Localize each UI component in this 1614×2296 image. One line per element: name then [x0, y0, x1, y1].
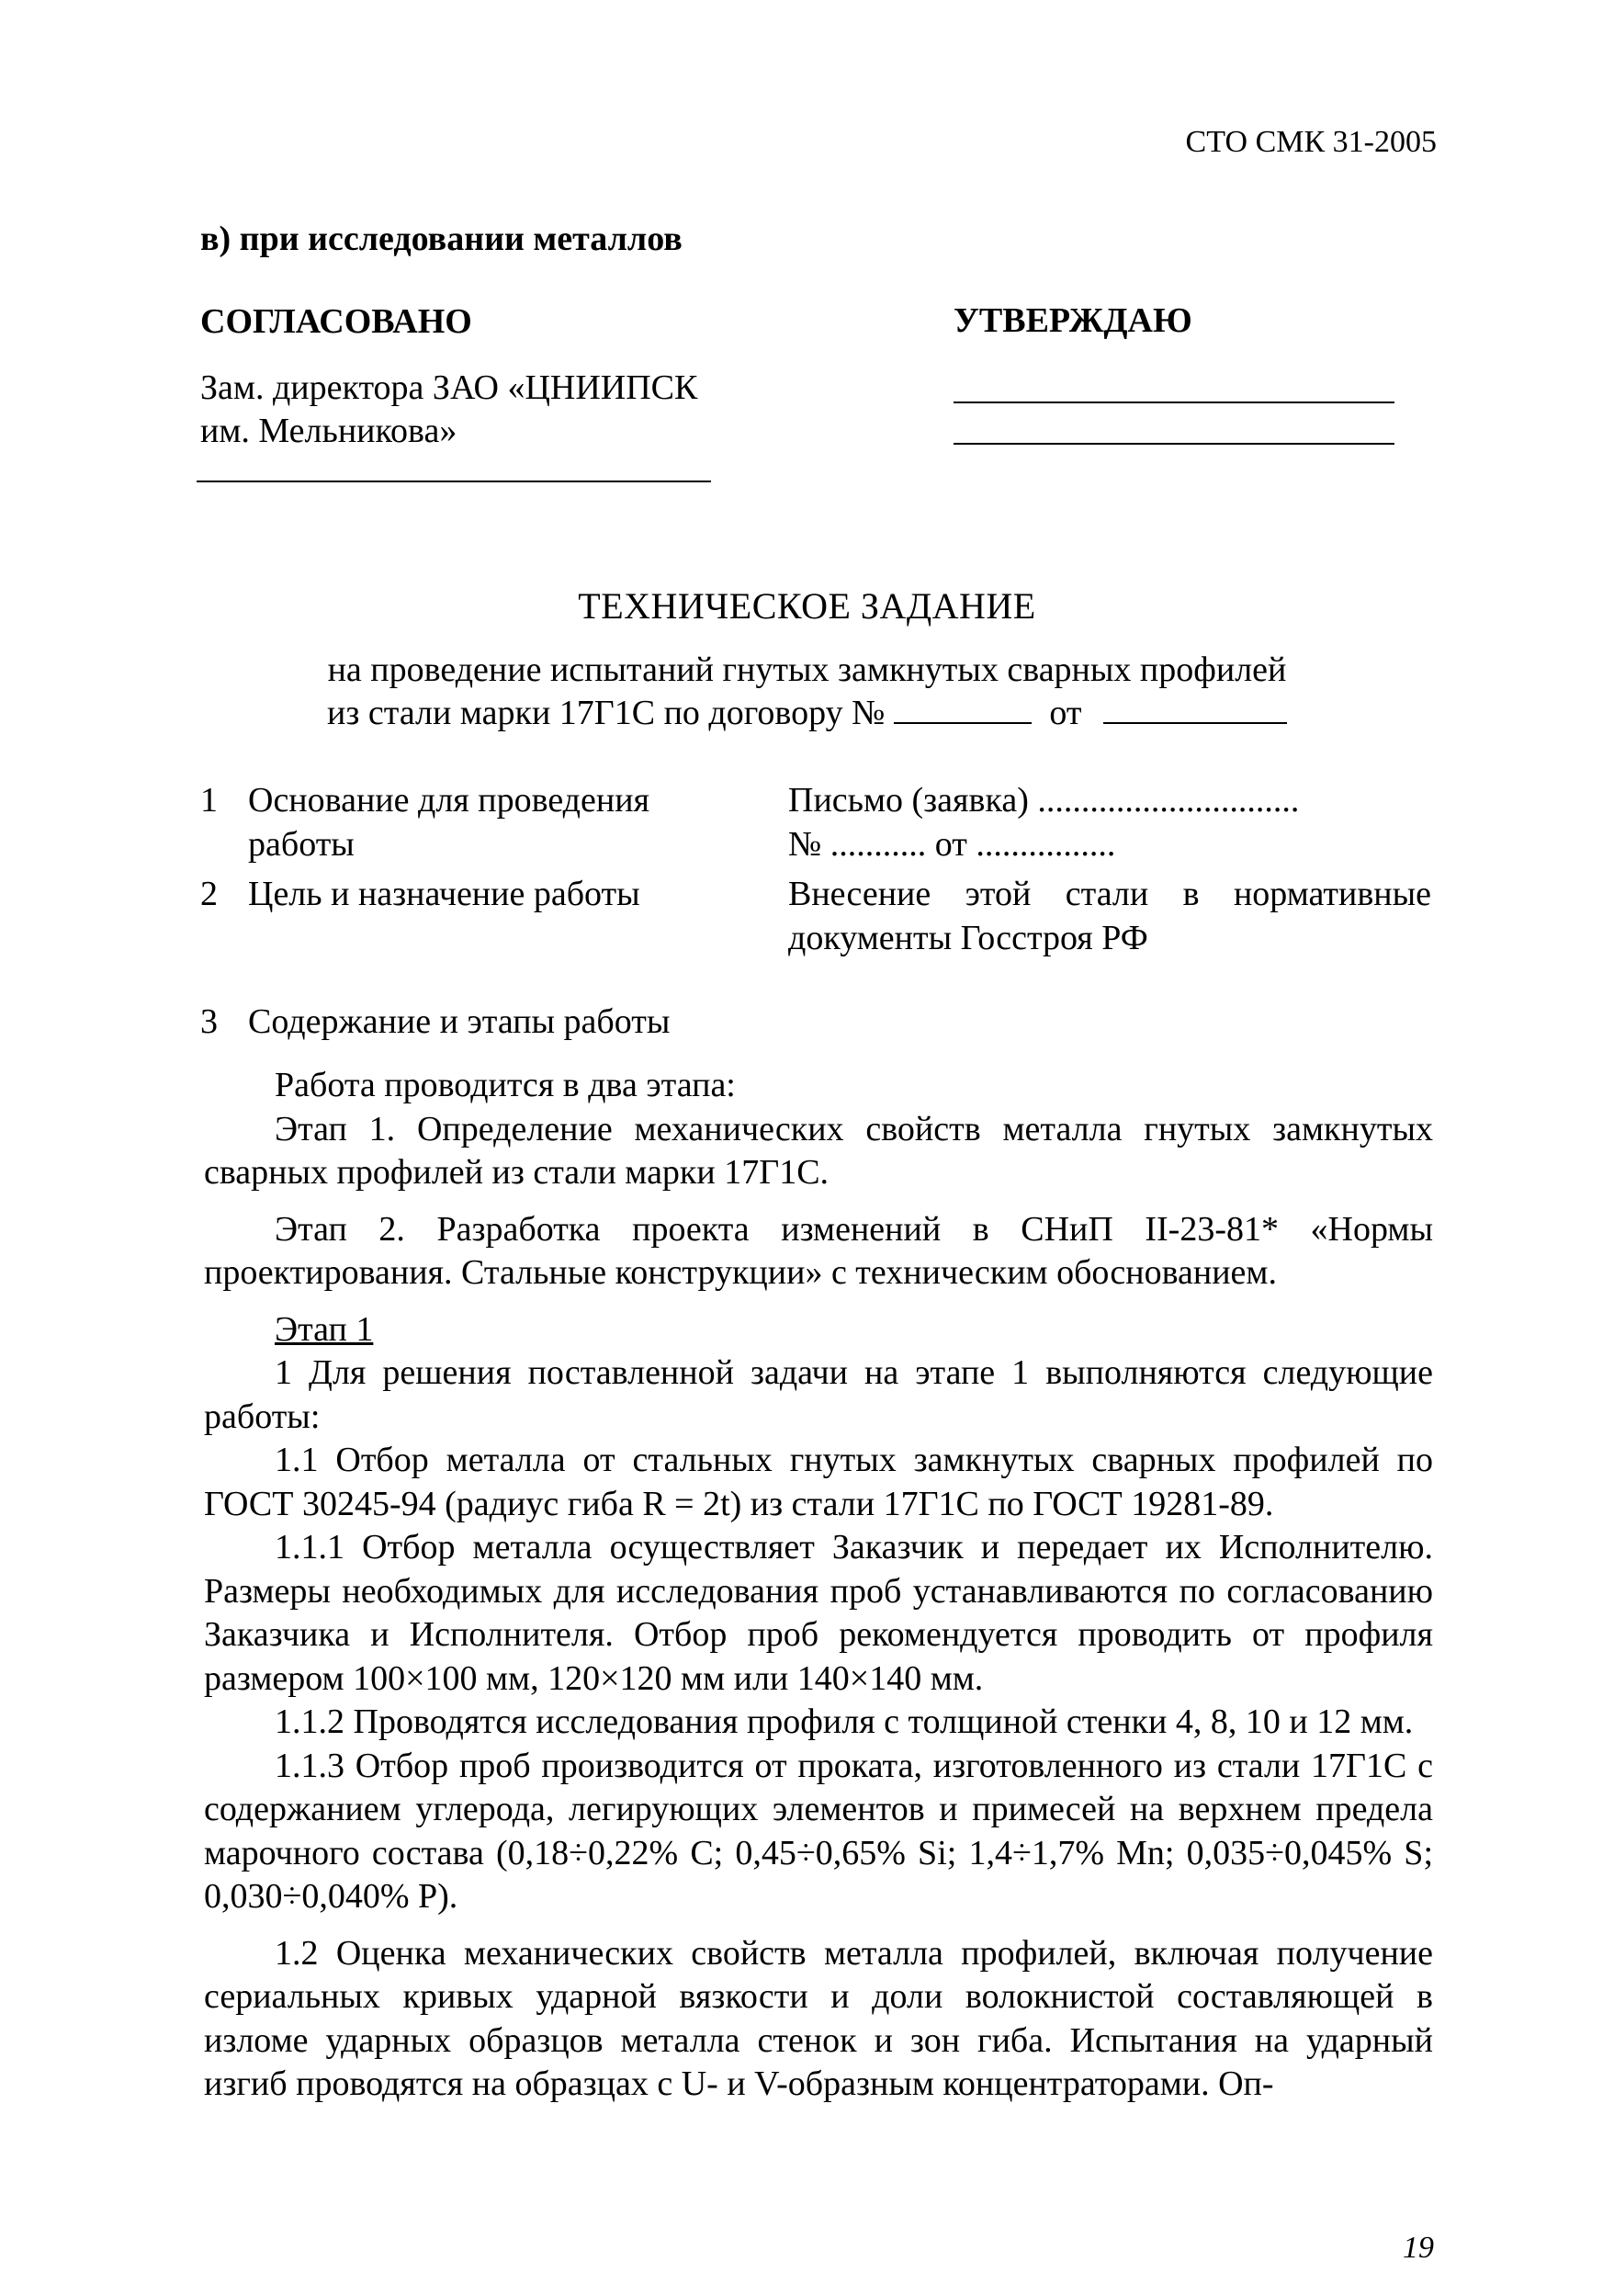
paragraph: Этап 1. Определение механических свойств металла гнутых замкнутых сварных профилей из стали марки 17Г1С. — [204, 1109, 1433, 1192]
document-title: ТЕХНИЧЕСКОЕ ЗАДАНИЕ — [578, 585, 1036, 627]
approval-left-line1: Зам. директора ЗАО «ЦНИИПСК — [200, 368, 698, 407]
contract-number-blank — [894, 691, 1032, 724]
approval-left-block — [200, 300, 770, 454]
subtitle-line1: на проведение испытаний гнутых замкнутых сварных профилей — [327, 650, 1287, 689]
subtitle-date-prefix: от — [1049, 694, 1082, 733]
subtitle-contract-prefix: из стали марки 17Г1С по договору № — [327, 694, 886, 733]
paragraph: 1.2 Оценка механических свойств металла профилей, включая получение сериальных кривых ударной вязкости и доли волокнистой составляющей в изломе ударных образцов металла стенок и зон гиба. Испытания на ударный изгиб проводятся на образцах с U- и V-образным концентраторами. Оп- — [204, 1933, 1433, 2103]
paragraph: 1.1.1 Отбор металла осуществляет Заказчик и передает их Исполнителю. Размеры необходимых для исследования проб устанавливаются по согласованию Заказчика и Исполнителя. Отбор проб рекомендуется проводить от профиля размером 100×100 мм, 120×120 мм или 140×140 мм. — [204, 1528, 1433, 1698]
row-label: Цель и назначение работы — [248, 875, 640, 913]
document-subtitle — [0, 649, 1614, 735]
approval-left-line2: им. Мельникова» — [200, 412, 457, 450]
row-value: Внесение этой стали в нормативные документы Госстроя РФ — [788, 875, 1431, 957]
paragraph: Этап 2. Разработка проекта изменений в СНиП II-23-81* «Нормы проектирования. Стальные конструкции» с техническим обоснованием. — [204, 1209, 1433, 1292]
section-3-number: 3 — [200, 1002, 218, 1041]
subsection-title: в) при исследовании металлов — [200, 220, 683, 258]
section-3-heading — [200, 1001, 670, 1042]
row-number: 1 — [200, 781, 218, 820]
row-value-line2: № ........... от ................ — [788, 824, 1116, 864]
paragraph: 1.1.3 Отбор проб производится от проката, изготовленного из стали 17Г1С с содержанием углерода, легирующих элементов и примесей на верхнем предела марочного состава (0,18÷0,22% С; 0,45÷0,65% Si; 1,4÷1,7% Mn; 0,035÷0,045% S; 0,030÷0,040% P). — [204, 1746, 1433, 1916]
approval-right-heading: УТВЕРЖДАЮ — [954, 301, 1192, 340]
row-number: 2 — [200, 875, 218, 913]
approval-left-heading: СОГЛАСОВАНО — [200, 302, 472, 341]
approval-right-signature-line-1 — [954, 402, 1394, 403]
stage-1-title: Этап 1 — [275, 1309, 374, 1349]
paragraph: 1.1.2 Проводятся исследования профиля с толщиной стенки 4, 8, 10 и 12 мм. — [275, 1702, 1414, 1741]
row-value — [788, 779, 1431, 866]
body-text — [204, 1064, 1433, 2107]
paragraph: 1 Для решения поставленной задачи на этапе 1 выполняются следующие работы: — [204, 1353, 1433, 1436]
paragraph: 1.1 Отбор металла от стальных гнутых замкнутых сварных профилей по ГОСТ 30245-94 (радиус гиба R = 2t) из стали 17Г1С по ГОСТ 19281-89. — [204, 1441, 1433, 1523]
section-3-title: Содержание и этапы работы — [248, 1002, 671, 1041]
approval-right-signature-line-2 — [954, 443, 1394, 445]
paragraph: Работа проводится в два этапа: — [275, 1066, 736, 1104]
subtitle-line2 — [0, 691, 1614, 734]
approval-right-block — [954, 300, 1192, 341]
approval-left-signature-line — [197, 481, 711, 482]
row-value-line1: Письмо (заявка) .............................. — [788, 781, 1300, 820]
contract-date-blank — [1103, 691, 1287, 724]
document-code: СТО СМК 31-2005 — [1185, 125, 1437, 159]
row-label: Основание для проведения работы — [248, 781, 650, 864]
page-number: 19 — [1403, 2231, 1434, 2265]
